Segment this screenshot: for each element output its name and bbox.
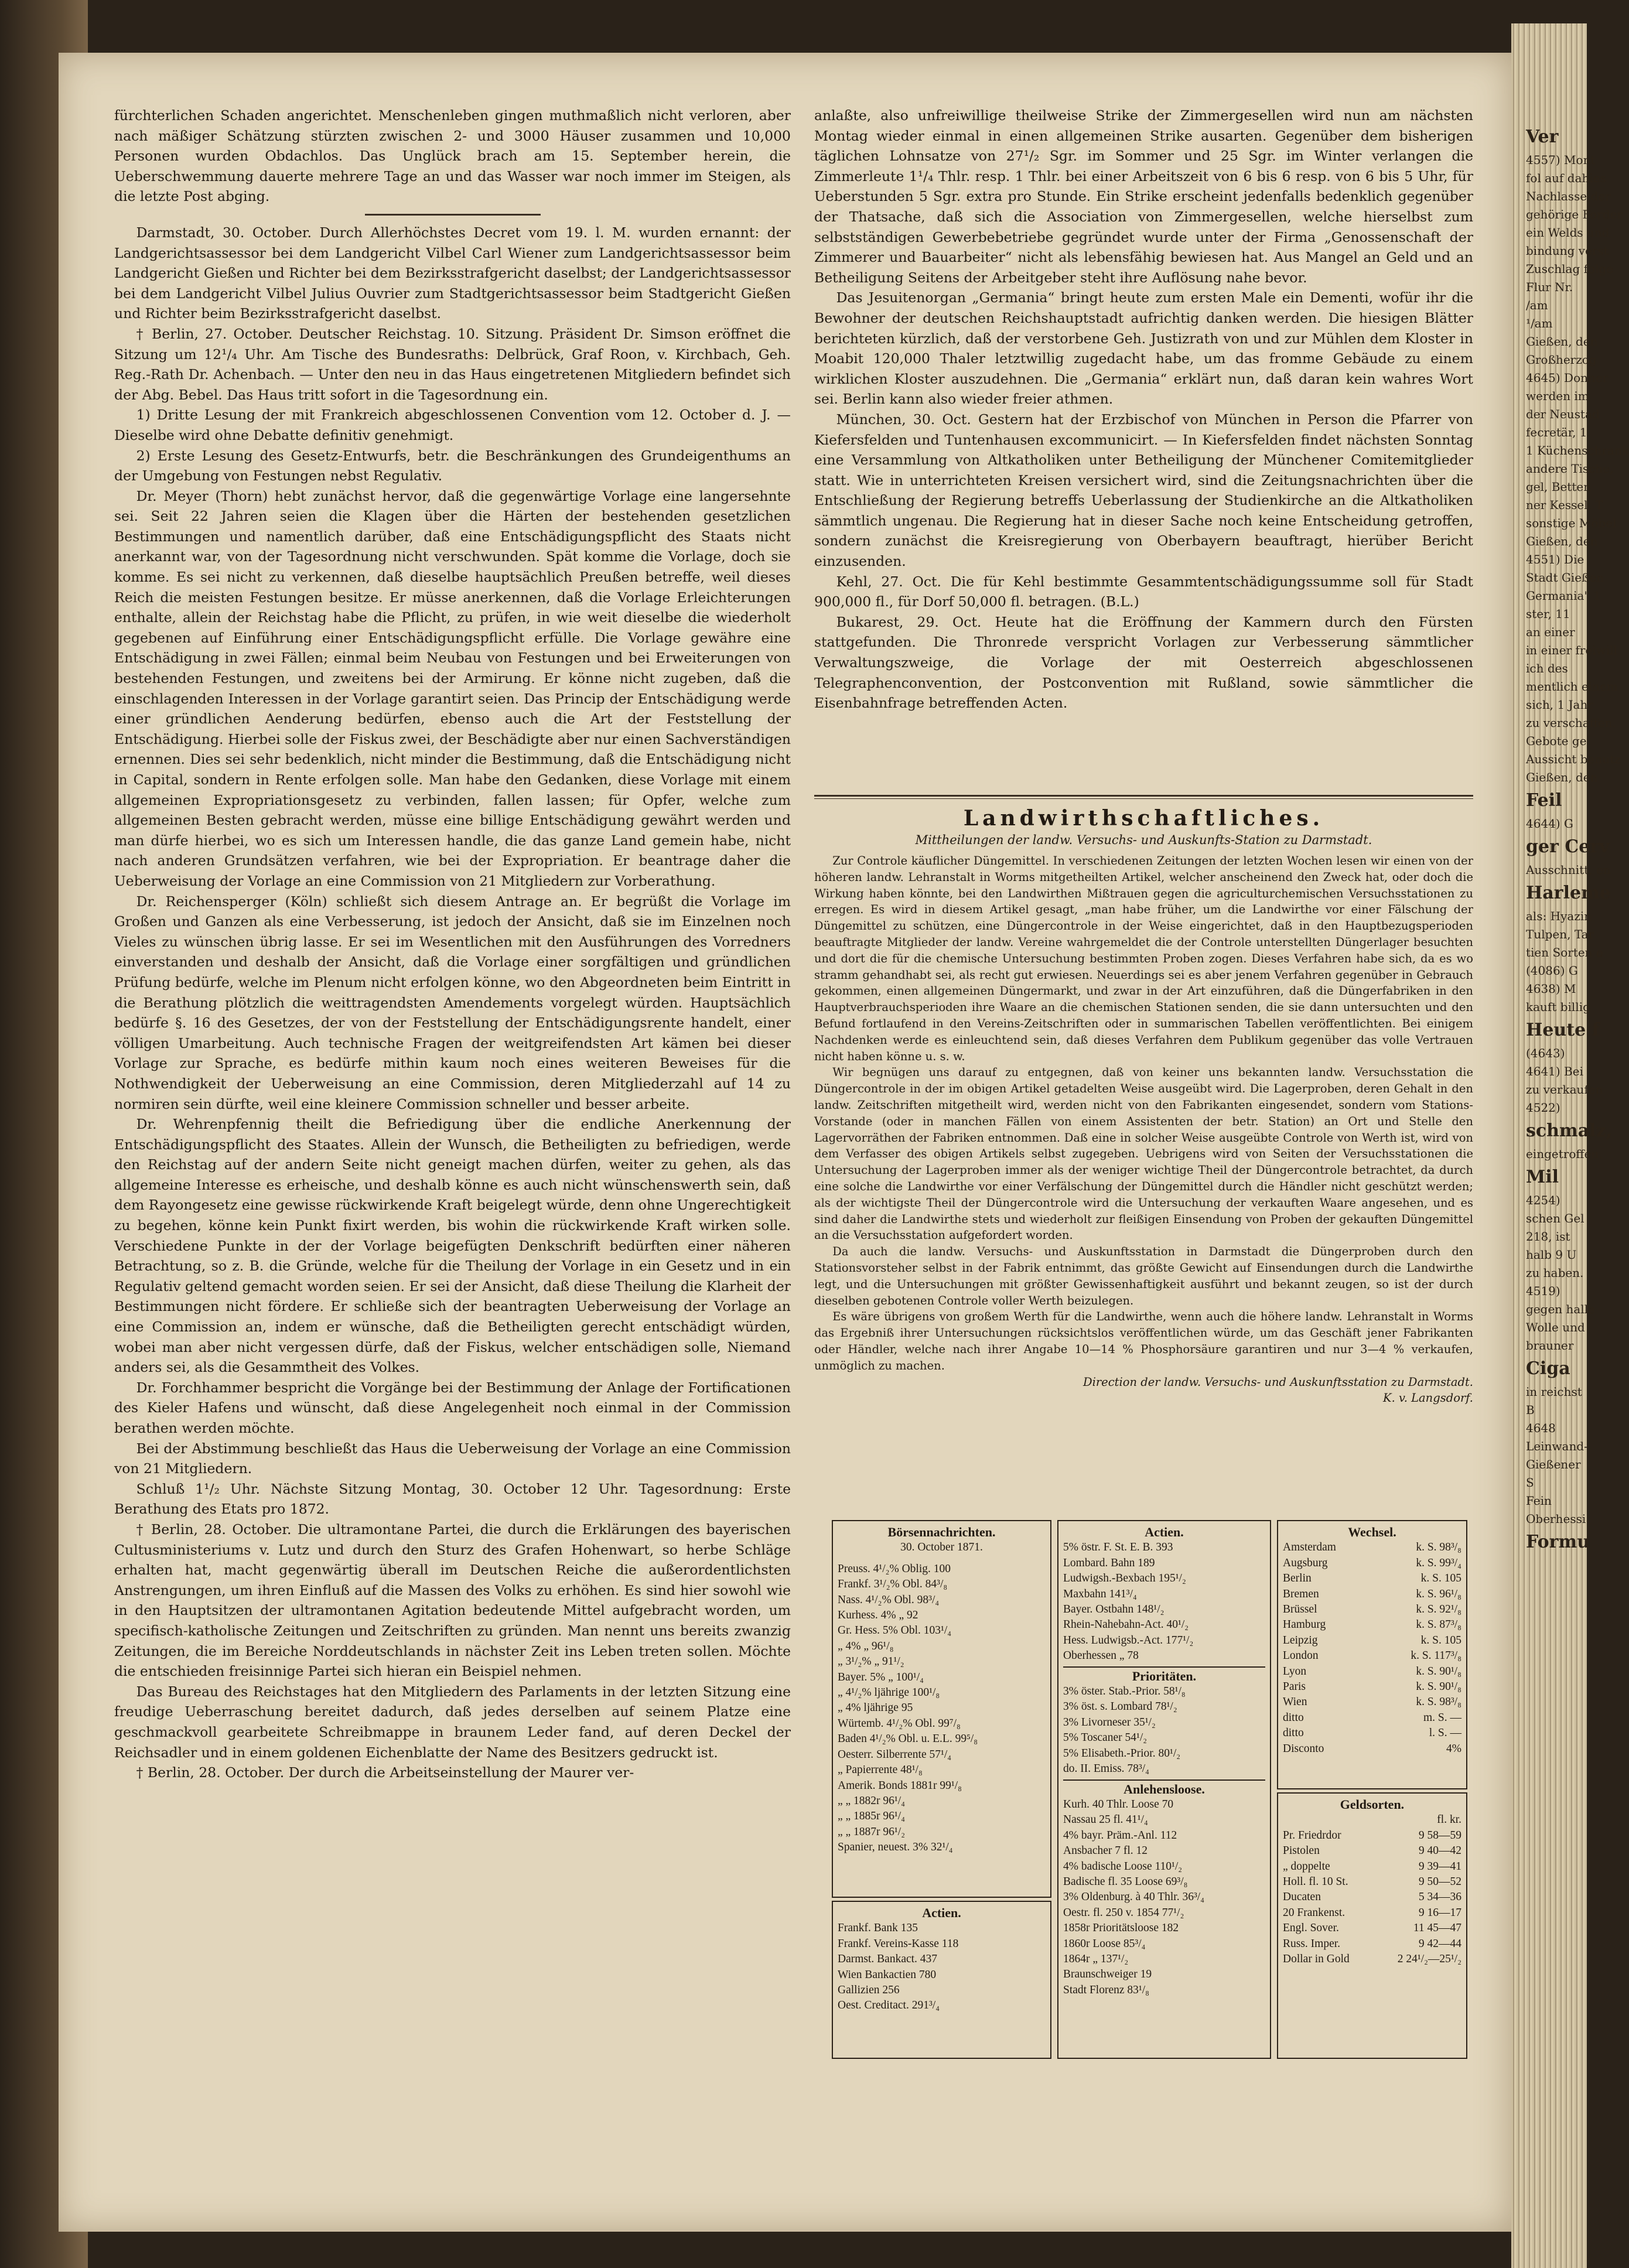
adjacent-page-fragment: in einer freiwill [1526, 643, 1618, 657]
market-row: Wien Bankactien 780 [838, 1968, 937, 1981]
geld-title: Geldsorten. [1340, 1797, 1405, 1812]
market-row: Oestr. fl. 250 v. 1854 77¹/₂ [1063, 1906, 1184, 1919]
adjacent-page-fragment: andere Tische, [1526, 462, 1614, 476]
adjacent-page-fragment: Großherzog [1526, 353, 1597, 367]
market-value: k. S. 96¹/₈ [1416, 1587, 1461, 1600]
adjacent-page-fragment: 4254) [1526, 1193, 1560, 1207]
market-pair-row [1283, 1952, 1461, 1967]
market-row: 4% bayr. Präm.-Anl. 112 [1063, 1829, 1177, 1842]
adjacent-page-fragment: S [1526, 1475, 1534, 1490]
market-value: 9 58—59 [1418, 1829, 1461, 1842]
market-row: Stadt Florenz 83¹/₈ [1063, 1983, 1149, 1996]
market-row: Ludwigsh.-Bexbach 195¹/₂ [1063, 1572, 1186, 1585]
adjacent-page-fragment: tien Sorten e [1526, 945, 1603, 959]
article-paragraph: Bukarest, 29. Oct. Heute hat die Eröffnung der Kammern durch den Fürsten stattgefunden. Die Thronrede verspricht Vorlagen zur Verbesserung sämmtlicher Verwaltungszweige, die Vorlage der mit Oesterreich abgeschlossenen Telegraphenconvention, der Postconvention mit Rußland, sowie sämmtlicher die Eisenbahnfrage betreffenden Acten. [814, 613, 1473, 712]
market-value: 9 50—52 [1418, 1876, 1461, 1888]
market-row: Gr. Hess. 5% Obl. 103¹/₄ [838, 1624, 952, 1637]
adjacent-page-fragment: ein Welds und [1526, 226, 1610, 240]
adjacent-page-fragment: werden im [1526, 389, 1589, 403]
market-row: Lombard. Bahn 189 [1063, 1556, 1155, 1569]
adjacent-page-fragment: Aussicht benutz [1526, 752, 1621, 766]
actien-mid-title: Actien. [1145, 1525, 1184, 1539]
agriculture-paragraph: Zur Controle käuflicher Düngemittel. In verschiedenen Zeitungen der letzten Wochen lesen wir einen von der höheren landw. Lehranstalt in Worms mitgetheilten Artikel, welcher anscheinend den Zweck hat, oder doch die Wirkung haben könnte, bei den Landwirthen Mißtrauen gegen die agriculturchemischen Versuchsstationen zu erregen. Es wird in diesem Artikel gesagt, „man habe früher, um die Landwirthe vor einer Fälschung der Düngemittel zu schützen, eine Düngercontrole in der Weise eingerichtet, daß in den Hauptbezugsperioden beauftragte Mitglieder der landw. Vereine wahrgemeldet die der Controle unterstellten Düngerlager besuchten und dort die für die chemische Untersuchung bestimmten Proben zogen. Dieses Verfahren habe sich, da es wo stramm gehandhabt sei, als recht gut erwiesen. Neuerdings sei es aber jenem Verfahren gegenüber in Gebrauch gekommen, einen allgemeinen Düngermarkt, und zwar in der Art einzuführen, daß die Düngerfabriken in den Hauptverbrauchsperioden ihre Waare an die chemischen Stationen senden, die sie dann untersuchten und den Befund fortlaufend in den Vereins-Zeitschriften oder in summarischen Tabellen veröffentlichten. Bei einigem Nachdenken werde es einleuchtend sein, daß dieses Verfahren dem Publikum gegenüber das volle Vertrauen nicht haben könne u. s. w. [814, 854, 1473, 1063]
market-value: m. S. — [1423, 1711, 1461, 1724]
agriculture-paragraph: Es wäre übrigens von großem Werth für die Landwirthe, wenn auch die höhere landw. Lehranstalt in Worms das Ergebniß ihrer Untersuchungen rücksichtslos veröffentlichen würde, um das Geschäft jener Fabrikanten oder Händler, welche nach ihrer Angabe 10—14 % Phosphorsäure garantiren und nur 3—4 % verkaufen, unmöglich zu machen. [814, 1310, 1473, 1372]
adjacent-page-fragment: ger Cerv [1526, 836, 1610, 857]
market-pair-row [1283, 1741, 1461, 1757]
market-row: Amerik. Bonds 1881r 99¹/₈ [838, 1779, 962, 1792]
bond-list [838, 1562, 1046, 1856]
article-paragraph: † Berlin, 28. October. Die ultramontane Partei, die durch die Erklärungen des bayerischen Cultusministeriums v. Lutz und durch den Sturz des Grafen Hohenwart, so herbe Schläge erhalten hat, macht gegenwärtig überall im Deutschen Reiche die außerordentlichsten Anstrengungen, um ihren Einfluß auf die Massen des Volks zu erhöhen. Es sind hier sowohl wie in den Hauptsitzen der ultramontanen Agitation bedeutende Mittel aufgebracht worden, um specifisch-katholische Zeitungen und Zeitschriften zu gründen. Man nennt uns bereits zwanzig Zeitungen, die im Bereiche Norddeutschlands in nächster Zeit ins Leben treten sollen. Möchte die entschieden freisinnige Partei sich hieran ein Beispiel nehmen. [114, 1521, 791, 1680]
market-row: Würtemb. 4¹/₂% Obl. 99⁷/₈ [838, 1717, 961, 1730]
market-pair-row [1283, 1679, 1461, 1695]
adjacent-page-fragment: Zuschlag folge [1526, 262, 1614, 276]
market-row: Badische fl. 35 Loose 69³/₈ [1063, 1875, 1188, 1888]
anl-title: Anlehensloose. [1063, 1779, 1265, 1797]
market-value: 4% [1446, 1742, 1461, 1755]
market-row: Oesterr. Silberrente 57¹/₄ [838, 1748, 952, 1761]
market-label: Russ. Imper. [1283, 1937, 1341, 1950]
market-pair-row [1283, 1936, 1461, 1952]
adjacent-page-fragment: fol auf dahies [1526, 171, 1606, 185]
market-pair-row [1283, 1710, 1461, 1726]
market-row: Hess. Ludwigsb.-Act. 177¹/₂ [1063, 1634, 1194, 1647]
adjacent-page-fragment: 4641) Bei [1526, 1064, 1583, 1078]
adjacent-page-fragment: eingetroffen. [1526, 1147, 1603, 1161]
adjacent-page-fragment: (4643) [1526, 1046, 1565, 1060]
market-row: „ 4¹/₂% ljährige 100¹/₈ [838, 1686, 940, 1699]
article-paragraph: Dr. Meyer (Thorn) hebt zunächst hervor, daß die gegenwärtige Vorlage eine langersehnte sei. Seit 22 Jahren seien die Klagen über die Härten der bestehenden gesetzlichen Bestimmungen und namentlich darüber, daß eine Entschädigungspflicht des Staats nicht anerkannt war, von der Tagesordnung nicht verschwunden. Spät komme die Vorlage, doch sie komme. Es sei nicht zu verkennen, daß dieselbe hauptsächlich Preußen betreffe, weil dieses Reich die meisten Festungen besitze. Er müsse anerkennen, daß die Vorlage Erleichterungen enthalte, allein der Reichstag habe die Pflicht, zu prüfen, in wie weit dieselbe die wiederholt gegebenen auf Einführung einer Entschädigungspflicht erfülle. Die Vorlage gewähre eine Entschädigung in zwei Fällen; einmal beim Neubau von Festungen und bei Erweiterungen von bestehenden Festungen, und zweitens bei der Armirung. Er könne nicht zugeben, daß die einschlagenden Interessen in der Vorlage garantirt seien. Das Princip der Entschädigung werde einer gründlichen Aenderung bedürfen, ebenso auch die Art der Feststellung der Entschädigung. Hierbei solle der Fiskus zwei, der Beschädigte aber nur einen Sachverständigen ernennen. Dies sei sehr bedenklich, nicht minder die Bestimmung, daß die Entschädigung nicht in Capital, sondern in Rente erfolgen solle. Man habe den Gedanken, diese Vorlage mit einem allgemeinen Expropriationsgesetz zu verbinden, fallen lassen; für Opfer, welche zum allgemeinen Besten gebracht werden, müsse eine billige Entschädigung gewährt werden und man dürfe hierbei, wo es sich um Interessen handle, die das ganze Land gemein habe, nicht nach anderen Grundsätzen verfahren, wie bei der Expropriation. Er beantrage daher die Ueberweisung der Vorlage an eine Commission von 21 Mitgliedern zur Vorberathung. [114, 487, 791, 889]
adjacent-page-fragment: 4522) [1526, 1101, 1560, 1115]
boerse-panel [832, 1520, 1051, 1898]
market-pair-row [1283, 1617, 1461, 1632]
adjacent-page-fragment: Ciga [1526, 1358, 1570, 1379]
market-pair-row [1283, 1571, 1461, 1586]
market-label: Amsterdam [1283, 1541, 1336, 1554]
article-paragraph: Schluß 1¹/₂ Uhr. Nächste Sitzung Montag, 30. October 12 Uhr. Tagesordnung: Erste Berathung des Etats pro 1872. [114, 1480, 791, 1518]
market-value: 9 39—41 [1418, 1860, 1461, 1873]
article-paragraph: Das Bureau des Reichstages hat den Mitgliedern des Parlaments in der letzten Sitzung eine freudige Ueberraschung bereitet dadurch, daß jedes derselben auf seinem Platze eine geschmackvoll gearbeitete Schreibmappe in braunem Leder fand, auf deren Deckel der Reichsadler und in einem goldenen Eichenblatte der Name des Besitzers gedruckt ist. [114, 1683, 791, 1761]
market-pair-row [1283, 1540, 1461, 1555]
market-row: Gallizien 256 [838, 1984, 900, 1997]
market-pair-row [1283, 1843, 1461, 1859]
adjacent-page-fragment: schen Gel [1526, 1211, 1584, 1225]
actien-left-panel [832, 1901, 1051, 2059]
market-value: k. S. 90¹/₈ [1416, 1665, 1461, 1678]
market-row: „ 4% ljährige 95 [838, 1702, 913, 1714]
market-row: Kurh. 40 Thlr. Loose 70 [1063, 1798, 1174, 1811]
actien-left-list [838, 1921, 1046, 2013]
news-column-right [814, 105, 1473, 785]
market-value: k. S. 98³/₈ [1416, 1541, 1461, 1554]
adjacent-page-fragment: 4557) Mont [1526, 153, 1596, 167]
market-row: Baden 4¹/₂% Obl. u. E.L. 99⁵/₈ [838, 1733, 978, 1746]
adjacent-page-advertisements [1526, 123, 1629, 2126]
market-row: Oberhessen „ 78 [1063, 1649, 1139, 1662]
market-value: k. S. 87³/₈ [1416, 1618, 1461, 1631]
market-value: k. S. 105 [1420, 1634, 1461, 1647]
adjacent-page-fragment: brauner [1526, 1338, 1574, 1352]
adjacent-page-fragment: 4638) M [1526, 982, 1576, 996]
article-paragraph: München, 30. Oct. Gestern hat der Erzbischof von München in Person die Pfarrer von Kiefersfelden und Tuntenhausen excommunicirt. — In Kiefersfelden findet nächsten Sonntag eine Versammlung von Altkatholiken unter Betheiligung der Münchener Comitemitglieder statt. Wie in unterrichteten Kreisen versichert wird, sind die Zeitungsnachrichten über die Entschließung der Regierung betreffs Ueberlassung der Studienkirche an die Altkatholiken sämmtlich ungenau. Die Regierung hat in dieser Sache noch keine Entscheidung getroffen, sondern zunächst die Kreisregierung von Oberbayern beauftragt, hierüber Bericht einzusenden. [814, 411, 1473, 570]
adjacent-page-fragment: Feil [1526, 790, 1562, 811]
article-paragraph: Dr. Wehrenpfennig theilt die Befriedigung über die endliche Anerkennung der Entschädigungspflicht des Staates. Allein der Wunsch, die Betheiligten zu befriedigen, werde den Reichstag auf der andern Seite nicht geneigt machen dürfen, weiter zu gehen, als das allgemeine Interesse es erheische, und deshalb könne es auch nicht wünschenswerth sein, daß dem Rayongesetz eine gewisse rückwirkende Kraft beigelegt würde, denn ohne Ungerechtigkeit zu begehen, könne kein Punkt fixirt werden, bis wohin die rückwirkende Kraft wirken solle. Verschiedene Punkte in der der Vorlage beigefügten Denkschrift bedürften einer näheren Betrachtung, so z. B. die Gründe, welche für die Theilung der Vorlage in ein Gesetz und in ein Regulativ geltend gemacht worden seien. Er sei der Ansicht, daß diese Theilung die Klarheit der Bestimmungen nicht fördere. Er schließe sich der beantragten Ueberweisung der Vorlage an eine Commission an, indem er wünsche, daß die Betheiligten gerecht entschädigt würden, wobei man aber nicht vergessen dürfe, daß der Fiskus, welcher entschädigen solle, Niemand anders sei, als die Gesammtheit des Volkes. [114, 1116, 791, 1376]
market-value: 9 16—17 [1418, 1906, 1461, 1919]
geld-panel [1277, 1792, 1467, 2059]
agriculture-paragraph: Da auch die landw. Versuchs- und Auskunftsstation in Darmstadt die Düngerproben durch den Stationsvorsteher selbst in der Fabrik entnimmt, das größte Gewicht auf Einsendungen durch die Landwirthe legt, und die Untersuchungen mit größter Gewissenhaftigkeit ausführt und bekannt zeugen, so ist der durch dieselben gebotenen Controle voller Werth beizulegen. [814, 1245, 1473, 1307]
market-row: 1864r „ 137¹/₂ [1063, 1952, 1129, 1965]
market-label: ditto [1283, 1727, 1304, 1740]
market-value: k. S. 98³/₈ [1416, 1696, 1461, 1709]
adjacent-page-fragment: Harleme [1526, 883, 1611, 903]
adjacent-page-fragment: als: Hyazin [1526, 909, 1592, 923]
news-column-left [114, 105, 791, 2156]
adjacent-page-fragment: Gebote ge [1526, 734, 1587, 748]
adjacent-page-fragment: 218, ist [1526, 1229, 1570, 1244]
adjacent-page-fragment: Gießener [1526, 1457, 1581, 1471]
adjacent-page-fragment: Tulpen, Tar [1526, 927, 1594, 941]
market-pair-row [1283, 1648, 1461, 1664]
market-row: Frankf. Vereins-Kasse 118 [838, 1937, 959, 1950]
market-row: 3% öst. s. Lombard 78¹/₂ [1063, 1700, 1177, 1713]
market-row: Nass. 4¹/₂% Obl. 98³/₄ [838, 1593, 940, 1606]
adjacent-page-fragment: sonstige Möbel [1526, 516, 1617, 530]
market-row: Frankf. Bank 135 [838, 1922, 918, 1935]
actien-left-title: Actien. [922, 1905, 961, 1920]
adjacent-page-fragment: zu verschaffen. [1526, 716, 1617, 730]
market-label: London [1283, 1649, 1319, 1662]
adjacent-page-fragment: Stadt Gießen [1526, 571, 1604, 585]
market-value: 11 45—47 [1413, 1922, 1461, 1935]
agriculture-signature: Direction der landw. Versuchs- und Auskunftsstation zu Darmstadt. [1082, 1375, 1473, 1389]
adjacent-page-fragment: ner Kessel, T [1526, 498, 1603, 512]
article-paragraph: Darmstadt, 30. October. Durch Allerhöchstes Decret vom 19. l. M. wurden ernannt: der Landgerichtsassessor bei dem Landgericht Vilbel Carl Wiener zum Landgerichtsassessor beim Landgericht Gießen und Richter bei dem Bezirksstrafgericht daselbst; der Landgerichtsassessor bei dem Landgericht Vilbel Julius Ouvrier zum Stadtgerichtsassessor beim Stadtgericht Gießen und Richter beim Bezirksstrafgericht daselbst. [114, 224, 791, 322]
article-divider [365, 214, 541, 216]
article-paragraph: 1) Dritte Lesung der mit Frankreich abgeschlossenen Convention vom 12. October d. J. — Dieselbe wird ohne Debatte definitiv genehmigt. [114, 407, 791, 443]
stock-market-table [832, 1520, 1467, 2065]
adjacent-page-fragment: Heute f [1526, 1020, 1600, 1040]
actien-mid-list [1063, 1540, 1265, 1664]
adjacent-page-fragment: Nachlasse der [1526, 189, 1611, 203]
adjacent-page-fragment: 4645) Donner [1526, 371, 1608, 385]
market-pair-row [1283, 1874, 1461, 1890]
market-pair-row [1283, 1726, 1461, 1741]
prior-title: Prioritäten. [1063, 1666, 1265, 1684]
market-pair-row [1283, 1633, 1461, 1648]
adjacent-page-fragment: Gießen, den [1526, 534, 1598, 548]
market-value: k. S. 105 [1420, 1572, 1461, 1585]
market-row: Spanier, neuest. 3% 32¹/₄ [838, 1841, 953, 1854]
adjacent-page-fragment: ¹/am [1526, 316, 1553, 330]
section-divider [814, 795, 1473, 799]
wechsel-list [1283, 1540, 1461, 1757]
market-label: Pr. Friedrdor [1283, 1829, 1341, 1842]
article-paragraph: † Berlin, 27. October. Deutscher Reichstag. 10. Sitzung. Präsident Dr. Simson eröffnet die Sitzung um 12¹/₄ Uhr. Am Tische des Bundesraths: Delbrück, Graf Roon, v. Kirchbach, Geh. Reg.-Rath Dr. Achenbach. — Unter den neu in das Haus eingetretenen Mitgliedern befindet sich der Abg. Bebel. Das Haus tritt sofort in die Tagesordnung ein. [114, 325, 791, 403]
market-label: Ducaten [1283, 1891, 1321, 1904]
adjacent-page-fragment: kauft billig [1526, 1000, 1590, 1014]
market-row: 3% Oldenburg. à 40 Thlr. 36³/₄ [1063, 1891, 1205, 1904]
adjacent-page-fragment: /am [1526, 298, 1548, 312]
adjacent-page-fragment: ich des [1526, 661, 1568, 675]
market-label: Dollar in Gold [1283, 1953, 1350, 1966]
agriculture-signer: K. v. Langsdorf. [1383, 1391, 1473, 1405]
prior-list [1063, 1684, 1265, 1777]
geld-list [1283, 1828, 1461, 1968]
market-pair-row [1283, 1695, 1461, 1710]
market-row: Maxbahn 141³/₄ [1063, 1587, 1137, 1600]
market-value: k. S. 90¹/₈ [1416, 1680, 1461, 1693]
market-row: Darmst. Bankact. 437 [838, 1953, 938, 1966]
adjacent-page-fragment: Wolle und [1526, 1320, 1585, 1334]
market-row: do. II. Emiss. 78³/₄ [1063, 1763, 1149, 1775]
market-row: „ „ 1885r 96¹/₄ [838, 1810, 905, 1823]
market-row: 5% östr. F. St. E. B. 393 [1063, 1541, 1173, 1554]
article-paragraph: † Berlin, 28. October. Der durch die Arbeitseinstellung der Maurer ver- [136, 1764, 634, 1781]
market-value: k. S. 117³/₈ [1411, 1649, 1461, 1662]
adjacent-page-fragment: gel, Betten [1526, 480, 1592, 494]
agriculture-body [814, 853, 1473, 1374]
adjacent-page-fragment: Mil [1526, 1167, 1559, 1187]
market-value: 5 34—36 [1418, 1891, 1461, 1904]
market-pair-row [1283, 1921, 1461, 1936]
market-label: Pistolen [1283, 1845, 1320, 1857]
adjacent-page-fragment: der Neustad [1526, 407, 1600, 421]
market-label: Brüssel [1283, 1603, 1317, 1616]
market-row: 5% Elisabeth.-Prior. 80¹/₂ [1063, 1747, 1181, 1760]
article-paragraph: Dr. Reichensperger (Köln) schließt sich diesem Antrage an. Er begrüßt die Vorlage im Großen und Ganzen als eine Verbesserung, ist jedoch der Ansicht, daß sie im Einzelnen noch Vieles zu wünschen übrig lasse. Er sei im Wesentlichen mit den Ausführungen des Vorredners einverstanden und deshalb der Ansicht, daß die Vorlage einer sorgfältigen und gründlichen Prüfung bedürfe, welche im Plenum nicht erfolgen könne, wo den Abgeordneten beim Eintritt in die Berathung plötzlich die weittragendsten Amendements vorgelegt würden. Hauptsächlich bedürfe §. 16 des Gesetzes, der von der Feststellung der Entschädigungsrente handelt, einer völligen Umarbeitung. Auch technische Fragen der weitgreifendsten Art kämen bei dieser Vorlage zur Sprache, es bedürfe mithin kaum noch eines weiteren Beweises für die Nothwendigkeit der Ueberweisung an eine Commission, deren Mitgliederzahl auf 14 zu normiren sein dürfte, weil eine kleinere Commission schneller und besser arbeite. [114, 893, 791, 1112]
adjacent-page-fragment: Germania" 1 [1526, 589, 1601, 603]
market-pair-row [1283, 1905, 1461, 1921]
adjacent-page-fragment: fecretär, 1 [1526, 425, 1587, 439]
market-label: Lyon [1283, 1665, 1307, 1678]
market-label: Leipzig [1283, 1634, 1318, 1647]
adjacent-page-fragment: (4086) G [1526, 964, 1578, 978]
article-paragraph: Dr. Forchhammer bespricht die Vorgänge bei der Bestimmung der Anlage der Fortificationen des Kieler Hafens und wünscht, daß diese Angelegenheit noch einmal in der Commission berathen werden möchte. [114, 1379, 791, 1436]
market-row: „ „ 1882r 96¹/₄ [838, 1794, 905, 1807]
market-pair-row [1283, 1602, 1461, 1617]
boerse-title: Börsennachrichten. [887, 1525, 996, 1539]
adjacent-page-fragment: Leinwand- [1526, 1439, 1588, 1453]
adjacent-page-fragment: gegen halle [1526, 1302, 1595, 1316]
market-value: 2 24¹/₂—25¹/₂ [1397, 1953, 1461, 1966]
market-row: Braunschweiger 19 [1063, 1968, 1152, 1981]
market-label: „ doppelte [1283, 1860, 1330, 1873]
adjacent-page-fragment: halb 9 U [1526, 1248, 1577, 1262]
adjacent-page-fragment: schmalz, [1526, 1121, 1613, 1141]
adjacent-page-fragment: Oberhessi [1526, 1512, 1586, 1526]
adjacent-page-fragment: 4551) Die [1526, 552, 1584, 566]
article-paragraph: Kehl, 27. Oct. Die für Kehl bestimmte Gesammtentschädigungssumme soll für Stadt 900,000 fl., für Dorf 50,000 fl. betragen. (B.L.) [814, 573, 1473, 610]
adjacent-page-fragment: bindung verst [1526, 244, 1608, 258]
market-row: Rhein-Nahebahn-Act. 40¹/₂ [1063, 1618, 1189, 1631]
agriculture-subtitle: Mittheilungen der landw. Versuchs- und Auskunfts-Station zu Darmstadt. [915, 833, 1372, 847]
adjacent-page-fragment: Flur Nr. [1526, 280, 1573, 294]
market-row: Ansbacher 7 fl. 12 [1063, 1845, 1148, 1857]
market-row: 1858r Prioritätsloose 182 [1063, 1922, 1179, 1935]
market-label: Paris [1283, 1680, 1306, 1693]
market-row: Frankf. 3¹/₂% Obl. 84³/₈ [838, 1578, 948, 1591]
adjacent-page-fragment: Gießen, den [1526, 770, 1598, 784]
adjacent-page-fragment: 4648 [1526, 1421, 1556, 1435]
market-value: l. S. — [1429, 1727, 1461, 1740]
anl-list [1063, 1797, 1265, 1998]
market-row: „ 3¹/₂% „ 91¹/₂ [838, 1655, 904, 1668]
adjacent-page-fragment: 4519) [1526, 1284, 1560, 1298]
market-row: „ „ 1887r 96¹/₂ [838, 1825, 905, 1838]
adjacent-page-fragment: gehörige Forder [1526, 207, 1623, 221]
article-paragraph: Bei der Abstimmung beschließt das Haus die Ueberweisung der Vorlage an eine Commission von 21 Mitgliedern. [114, 1440, 791, 1477]
adjacent-page-fragment: Ver [1526, 127, 1559, 147]
wechsel-title: Wechsel. [1348, 1525, 1396, 1539]
adjacent-page-fragment: an einer [1526, 625, 1575, 639]
market-pair-row [1283, 1556, 1461, 1571]
agriculture-title: Landwirthschaftliches. [963, 806, 1324, 831]
market-label: Engl. Sover. [1283, 1922, 1339, 1935]
geld-header: fl. kr. [1437, 1813, 1461, 1826]
market-pair-row [1283, 1859, 1461, 1874]
agriculture-section [814, 788, 1473, 1514]
article-paragraph: 2) Erste Lesung des Gesetz-Entwurfs, betr. die Beschränkungen des Grundeigenthums an der Umgebung von Festungen nebst Regulativ. [114, 447, 791, 484]
market-value: 9 40—42 [1418, 1845, 1461, 1857]
market-row: 3% öster. Stab.-Prior. 58¹/₈ [1063, 1685, 1186, 1698]
boerse-date: 30. October 1871. [900, 1541, 983, 1554]
article-paragraph: fürchterlichen Schaden angerichtet. Menschenleben gingen muthmaßlich nicht verloren, aber nach mäßiger Schätzung stürzten zwischen 2- und 3000 Häuser zusammen und 10,000 Personen wurden Obdachlos. Das Unglück brach am 15. September herein, die Ueberschwemmung dauerte mehrere Tage an und das Wasser war noch immer im Steigen, als die letzte Post abging. [114, 107, 791, 205]
adjacent-page-fragment: Formu [1526, 1532, 1590, 1552]
adjacent-page-fragment: 1 Küchenschrank [1526, 443, 1629, 457]
market-label: Hamburg [1283, 1618, 1326, 1631]
adjacent-page-fragment: zu haben. [1526, 1266, 1584, 1280]
market-pair-row [1283, 1587, 1461, 1602]
market-label: Bremen [1283, 1587, 1319, 1600]
market-label: Berlin [1283, 1572, 1312, 1585]
market-value: k. S. 99³/₄ [1416, 1556, 1461, 1569]
agriculture-paragraph: Wir begnügen uns darauf zu entgegnen, daß von keiner uns bekannten landw. Versuchsstation die Düngercontrole in der im obigen Artikel getadelten Weise ausgeübt wird. Die Lagerproben, deren Gehalt in den landw. Zeitschriften mitgetheilt wird, werden nicht von den Fabrikanten eingesendet, sondern vom Stations-Vorstande (oder in manchen Fällen von einem Assistenten der betr. Station) an Ort und Stelle den Lagervorräthen der Fabriken entnommen. Daß eine in solcher Weise ausgeübte Controle von Werth ist, wird von dem Verfasser des obigen Artikels selbst zugegeben. Uebrigens wird von Seiten der Versuchsstationen die Untersuchung der Lagerproben immer als der weniger wichtige Theil der Düngercontrole betrachtet, da durch eine solche die Landwirthe vor einer Verfälschung der Düngemittel durch die Händler nicht geschützt werden; als der wichtigste Theil der Düngercontrole wird die Untersuchung der verkauften Waare angesehen, und es sind daher die Landwirthe stets und wiederholt zur fleißigen Einsendung von Proben der gekauften Düngemittel an die Versuchsstation aufgefordert worden. [814, 1065, 1473, 1242]
adjacent-page-fragment: 4644) G [1526, 817, 1574, 831]
adjacent-page-fragment: B [1526, 1403, 1535, 1417]
market-row: „ 4% „ 96¹/₈ [838, 1639, 894, 1652]
adjacent-page-fragment: Fein [1526, 1494, 1552, 1508]
market-row: „ Papierrente 48¹/₈ [838, 1764, 923, 1777]
adjacent-page-fragment: sich, 1 Jahr [1526, 698, 1593, 712]
market-pair-row [1283, 1664, 1461, 1679]
market-label: Wien [1283, 1696, 1307, 1709]
market-row: Nassau 25 fl. 41¹/₄ [1063, 1813, 1148, 1826]
adjacent-page-fragment: ster, 11 [1526, 607, 1570, 621]
adjacent-page-fragment: zu verkaufen [1526, 1082, 1603, 1097]
article-paragraph: Das Jesuitenorgan „Germania“ bringt heute zum ersten Male ein Dementi, wofür ihr die Bewohner der deutschen Reichshauptstadt aufrichtig danken werden. Die hiesigen Blätter berichteten kürzlich, daß der verstorbene Geh. Justizrath von und zur Mühlen dem Kloster in Moabit 120,000 Thaler letztwillig zugedacht habe, um das fromme Gebäude zu einem wirklichen Kloster auszudehnen. Die „Germania“ erklärt nun, daß daran kein wahres Wort sei. Berlin kann also wieder freier athmen. [814, 289, 1473, 408]
market-row: Bayer. Ostbahn 148¹/₂ [1063, 1603, 1164, 1616]
adjacent-page-fragment: in reichst [1526, 1385, 1582, 1399]
market-row: 3% Livorneser 35¹/₂ [1063, 1716, 1156, 1729]
adjacent-page-fragment: Ausschnitt, en [1526, 863, 1611, 877]
market-label: Disconto [1283, 1742, 1324, 1755]
market-row: Bayer. 5% „ 100¹/₄ [838, 1671, 924, 1683]
market-row: Preuss. 4¹/₂% Oblig. 100 [838, 1562, 951, 1575]
adjacent-page-fragment: mentlich einem [1526, 679, 1618, 694]
article-paragraph: anlaßte, also unfreiwillige theilweise Strike der Zimmergesellen wird nun am nächsten Montag wieder einmal in einen allgemeinen Strike ausarten. Gegenüber dem bisherigen täglichen Lohnsatze von 27¹/₂ Sgr. im Sommer und 25 Sgr. im Winter verlangen die Zimmerleute 1¹/₄ Thlr. resp. 1 Thlr. bei einer Arbeitszeit von 6 bis 6 resp. von 6 bis 5 Uhr, für Ueberstunden 5 Sgr. extra pro Stunde. Ein Strike erscheint jedenfalls bedenklich gegenüber der Thatsache, daß sich die Association von Zimmergesellen, welche hierselbst zum selbstständigen Gewerbebetriebe gegründet wurde unter der Firma „Genossenschaft der Zimmerer und Bauarbeiter“ nicht als lebensfähig bewiesen hat. Aus Mangel an Geld und an Betheiligung Seitens der Arbeitgeber steht ihre Auflösung nahe bevor. [814, 107, 1473, 286]
market-row: Oest. Creditact. 291³/₄ [838, 1999, 940, 2012]
market-value: 9 42—44 [1418, 1937, 1461, 1950]
market-row: 4% badische Loose 110¹/₂ [1063, 1860, 1183, 1873]
adjacent-page-fragment: Gießen, den [1526, 334, 1598, 349]
market-label: Holl. fl. 10 St. [1283, 1876, 1348, 1888]
market-pair-row [1283, 1828, 1461, 1843]
actien-mid-panel [1057, 1520, 1271, 2059]
market-label: 20 Frankenst. [1283, 1906, 1345, 1919]
market-label: ditto [1283, 1711, 1304, 1724]
market-row: 5% Toscaner 54¹/₂ [1063, 1731, 1148, 1744]
market-value: k. S. 92¹/₈ [1416, 1603, 1461, 1616]
market-label: Augsburg [1283, 1556, 1328, 1569]
market-row: Kurhess. 4% „ 92 [838, 1609, 918, 1622]
market-pair-row [1283, 1890, 1461, 1905]
wechsel-panel [1277, 1520, 1467, 1789]
market-row: 1860r Loose 85³/₄ [1063, 1937, 1146, 1950]
